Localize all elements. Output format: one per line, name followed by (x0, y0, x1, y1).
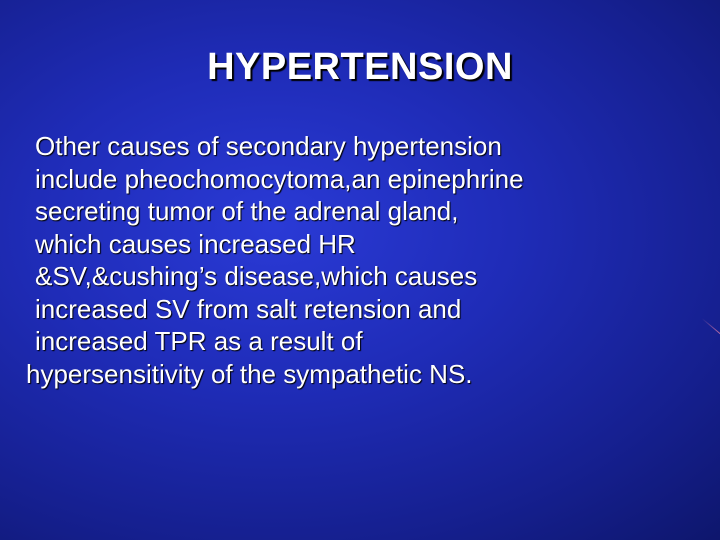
body-line: secreting tumor of the adrenal gland, (35, 196, 459, 226)
slide-title: HYPERTENSION (207, 46, 513, 88)
body-line: which causes increased HR (35, 228, 356, 259)
body-line: Other causes of secondary hypertension (35, 131, 502, 161)
body-line: increased SV from salt retension and (35, 293, 462, 324)
body-line: include pheochomocytoma,an epinephrine (35, 163, 524, 194)
slide-body (0, 130, 700, 390)
decorative-streak (702, 318, 720, 338)
body-line: &SV,&cushing’s disease,which causes (35, 261, 478, 291)
body-line: increased TPR as a result of (35, 326, 363, 356)
body-line: hypersensitivity of the sympathetic NS. (26, 358, 473, 389)
